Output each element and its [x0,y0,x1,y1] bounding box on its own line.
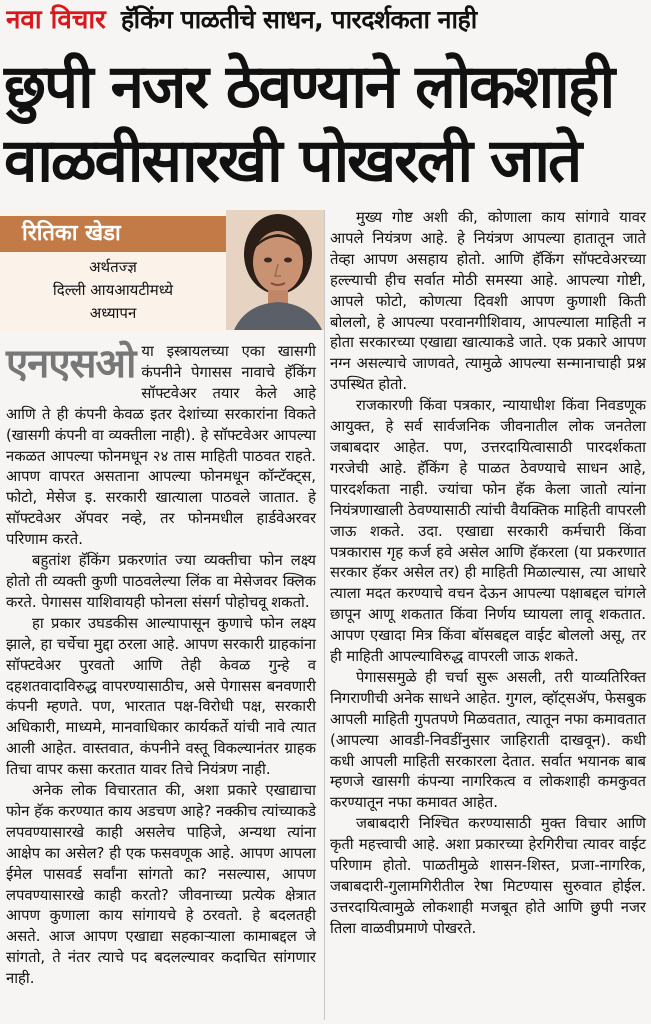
column-divider [324,210,325,1020]
paragraph: पेगाससमुळे ही चर्चा सुरू असली, तरी याव्यतिरिक्त निगराणीची अनेक साधने आहेत. गुगल, व्हॉट्सॲप, फेसबुक आपली माहिती गुपतपणे मिळवतात, त्यातून नफा कमावतात (आपल्या आवडी-निवडींनुसार जाहिराती दाखवून). कधी कधी आपली माहिती सरकारला देतात. सर्वात भयानक बाब म्हणजे खासगी कंपन्या नागरिकत्व व लोकशाही कमकुवत करण्यातून नफा कमावत आहेत. [330,668,646,812]
article-right-column [330,208,646,940]
author-name-bar [0,216,226,252]
paragraph-text: या इस्त्रायलच्या एका खासगी कंपनीने पेगासस नावाचे हॅकिंग सॉफ्टवेअर तयार केले आहे आणि ते ही कंपनी केवळ इतर देशांच्या सरकारांना विकते (खासगी कंपनी वा व्यक्तीला नाही). हे सॉफ्टवेअर आपल्या नकळत आपल्या फोनमधून २४ तास माहिती पाठवत राहते. आपण वापरत असताना आपल्या फोनमधून कॉन्टॅक्ट्स, फोटो, मेसेज इ. सरकारी खात्याला पाठवले जातात. हे सॉफ्टवेअर ॲपवर नव्हे, तर फोनमधील हार्डवेअरवर परिणाम करते. [6,343,316,549]
author-role-line-3: अध्यापन [89,304,137,322]
byline-box [0,210,324,332]
paragraph: बहुतांश हॅकिंग प्रकरणांत ज्या व्यक्तीचा फोन लक्ष्य होतो ती व्यक्ती कुणी पाठवलेल्या लिंक वा मेसेजवर क्लिक करते. पेगासस याशिवायही फोनला संसर्ग पोहोचवू शकतो. [6,552,316,611]
headline [4,50,650,198]
paragraph: मुख्य गोष्ट अशी की, कोणाला काय सांगावे यावर आपले नियंत्रण आहे. हे नियंत्रण आपल्या हातातून जाते तेव्हा आपण असहाय होतो. आणि हॅकिंग सॉफ्टवेअरच्या हल्ल्याची हीच सर्वात मोठी समस्या आहे. आपल्या गोष्टी, आपले फोटो, कोणत्या दिवशी आपण कुणाशी किती बोललो, हे आपल्या परवानगीशिवाय, आपल्याला माहिती न होता सरकारच्या एखाद्या खात्याकडे जाते. एक प्रकारे आपण नग्न असल्याचे जाणवते, त्यामुळे आपल्या सन्मानाचाही प्रश्न उपस्थित होतो. [330,209,646,394]
headline-line-1: छुपी नजर ठेवण्याने लोकशाही [4,52,614,122]
paragraph: हा प्रकार उघडकीस आल्यापासून कुणाचे फोन लक्ष्य झाले, हा चर्चेचा मुद्दा ठरला आहे. आपण सरकारी ग्राहकांना सॉफ्टवेअर पुरवतो आणि तेही केवळ गुन्हे व दहशतवादाविरुद्ध वापरण्यासाठीच, असे पेगासस बनवणारी कंपनी म्हणते. पण, भारतात पक्ष-विरोधी पक्ष, सरकारी अधिकारी, माध्यमे, मानवाधिकार कार्यकर्ते यांची नावे त्यात आली आहेत. वास्तवात, कंपनीने वस्तू विकल्यानंतर ग्राहक तिचा वापर कसा करतात यावर तिचे नियंत्रण नाही. [6,614,316,779]
author-role-line-1: अर्थतज्ज्ञ [89,258,137,276]
author-name: रितिका खेडा [22,221,121,246]
author-role [0,256,226,325]
kicker-subhead: हॅकिंग पाळतीचे साधन, पारदर्शकता नाही [120,5,477,34]
column-tag: नवा विचार [6,5,106,35]
drop-cap: एनएसओ [6,341,136,387]
author-photo [226,210,324,330]
author-role-line-2: दिल्ली आयआयटीमध्ये [52,281,174,299]
paragraph [6,342,316,551]
paragraph: जबाबदारी निश्चित करण्यासाठी मुक्त विचार आणि कृती महत्त्वाची आहे. अशा प्रकारच्या हेरगिरीचा त्यावर वाईट परिणाम होतो. पाळतीमुळे शासन-शिस्त, प्रजा-नागरिक, जबाबदारी-गुलामगिरीतील रेषा मिटण्यास सुरुवात होईल. उत्तरदायित्वामुळे लोकशाही मजबूत होते आणि छुपी नजर तिला वाळवीप्रमाणे पोखरते. [330,815,646,937]
paragraph: राजकारणी किंवा पत्रकार, न्यायाधीश किंवा निवडणूक आयुक्त, हे सर्व सार्वजनिक जीवनातील लोक जनतेला जबाबदार आहेत. पण, उत्तरदायित्वासाठी पारदर्शकता गरजेची आहे. हॅकिंग हे पाळत ठेवण्याचे साधन आहे, पारदर्शकता नाही. ज्यांचा फोन हॅक केला जातो त्यांना नियंत्रणाखाली ठेवण्यासाठी त्यांची वैयक्तिक माहिती वापरली जाऊ शकते. उदा. एखाद्या सरकारी कर्मचारी किंवा पत्रकारास गृह कर्ज हवे असेल आणि हॅकरला (या प्रकरणात सरकार हॅकर असेल तर) ही माहिती मिळाल्यास, त्या आधारे त्याला मदत करण्याचे वचन देऊन आपल्या पक्षाबद्दल चांगले छापून आणू शकतात किंवा निर्णय घ्यायला लावू शकतात. आपण एखादा मित्र किंवा बॉसबद्दल वाईट बोललो असू, तर ही माहिती आपल्याविरुद्ध वापरली जाऊ शकते. [330,397,646,666]
header-strip [6,2,646,42]
article-left-column [6,342,316,990]
author-portrait-illustration [226,210,324,330]
headline-line-2: वाळवीसारखी पोखरली जाते [4,126,581,196]
paragraph: अनेक लोक विचारतात की, अशा प्रकारे एखाद्याचा फोन हॅक करण्यात काय अडचण आहे? नक्कीच त्यांच्याकडे लपवण्यासारखे काही असलेच पाहिजे, अन्यथा त्यांना आक्षेप का असेल? ही एक फसवणूक आहे. आपण आपला ईमेल पासवर्ड सर्वांना सांगतो का? नसल्यास, आपण लपवण्यासारखे काही करतो? जीवनाच्या प्रत्येक क्षेत्रात आपण कुणाला काय सांगायचे हे ठरवतो. हे बदलतही असते. आज आपण एखाद्या सहकाऱ्याला कामाबद्दल जे सांगतो, ते नंतर त्याचे पद बदलल्यावर कदाचित सांगणार नाही. [6,782,316,988]
